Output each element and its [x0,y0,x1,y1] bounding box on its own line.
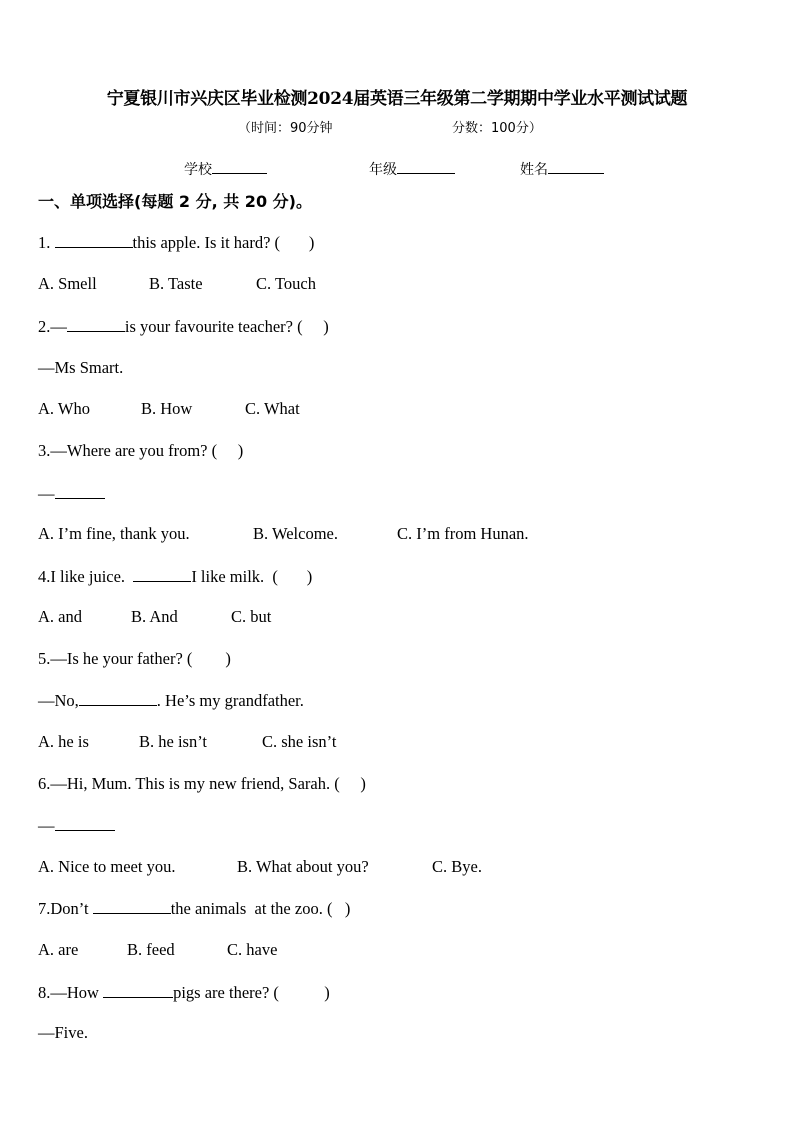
question-2-options [38,399,300,419]
option-b[interactable]: B. Taste [149,274,203,293]
school-label: 学校 [184,162,212,178]
question-1-blank[interactable] [55,232,133,248]
option-c[interactable]: C. have [227,940,278,959]
question-3-answer: — [38,483,105,504]
question-4-options [38,607,271,627]
question-1: 1. this apple. Is it hard? ( ) [38,233,315,252]
option-c[interactable]: C. I’m from Hunan. [397,524,529,543]
question-5-blank[interactable] [79,690,157,706]
question-1-options [38,274,316,294]
question-3: 3.—Where are you from? ( ) [38,441,244,460]
option-c[interactable]: C. Touch [256,274,316,293]
question-7: 7.Don’t the animals at the zoo. ( ) [38,899,351,918]
option-c[interactable]: C. but [231,607,272,626]
question-8-answer: —Five. [38,1023,88,1042]
question-3-blank[interactable] [55,483,105,499]
option-a[interactable]: A. Smell [38,274,97,293]
school-field[interactable] [184,159,267,179]
question-6-blank[interactable] [55,815,115,831]
school-blank[interactable] [212,159,267,174]
option-b[interactable]: B. Welcome. [253,524,338,543]
option-a[interactable]: A. and [38,607,82,626]
question-7-blank[interactable] [93,898,171,914]
question-2-blank[interactable] [67,316,125,332]
option-a[interactable]: A. Nice to meet you. [38,857,176,876]
question-6-options [38,857,482,877]
option-b[interactable]: B. What about you? [237,857,369,876]
option-a[interactable]: A. he is [38,732,89,751]
grade-blank[interactable] [397,159,455,174]
question-6: 6.—Hi, Mum. This is my new friend, Sarah. ( ) [38,774,366,793]
option-b[interactable]: B. And [131,607,178,626]
question-5-options [38,732,336,752]
question-8-blank[interactable] [103,982,173,998]
question-4-blank[interactable] [133,566,191,582]
question-5: 5.—Is he your father? ( ) [38,649,231,668]
name-label: 姓名 [520,162,548,178]
option-a[interactable]: A. Who [38,399,90,418]
question-3-options [38,524,529,544]
option-c[interactable]: C. she isn’t [262,732,337,751]
option-b[interactable]: B. feed [127,940,175,959]
option-b[interactable]: B. he isn’t [139,732,207,751]
question-4: 4.I like juice. I like milk. ( ) [38,567,313,586]
exam-title: 宁夏银川市兴庆区毕业检测2024届英语三年级第二学期期中学业水平测试试题 [106,89,688,109]
grade-field[interactable] [369,159,455,179]
exam-score: 分数：100分） [452,121,542,136]
option-a[interactable]: A. are [38,940,79,959]
question-7-options [38,940,277,960]
option-b[interactable]: B. How [141,399,193,418]
question-2: 2.— is your favourite teacher? ( ) [38,317,329,336]
question-2-answer: —Ms Smart. [38,358,124,377]
section-title: 一、单项选择(每题 2 分, 共 20 分)。 [38,192,312,211]
option-a[interactable]: A. I’m fine, thank you. [38,524,190,543]
name-blank[interactable] [548,159,604,174]
question-5-answer: —No, . He’s my grandfather. [38,691,304,710]
question-6-answer: — [38,815,115,836]
grade-label: 年级 [369,162,397,178]
option-c[interactable]: C. Bye. [432,857,482,876]
question-8: 8.—How pigs are there? ( ) [38,983,330,1002]
exam-time: （时间：90分钟 [238,121,333,136]
name-field[interactable] [520,159,604,179]
option-c[interactable]: C. What [245,399,300,418]
